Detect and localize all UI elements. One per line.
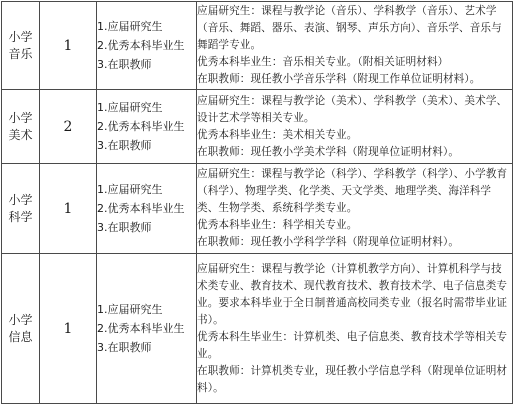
category-cell [97, 2, 197, 90]
category-item: 3.在职教师 [97, 341, 152, 354]
requirement-paragraph: 在职教师：现任教小学音乐学科（附现工作单位证明材料）。 [197, 73, 481, 85]
requirement-paragraph: 应届研究生：课程与教学论（音乐）、学科教学（音乐）、艺术学（音乐、舞蹈、器乐、表演、钢琴、声乐方向）、音乐学、音乐与舞蹈学专业。 [197, 5, 502, 51]
subject-cell [2, 90, 40, 164]
requirement-paragraph: 在职教师：现任教小学美术学科（附现单位证明材料）。 [197, 145, 460, 158]
count-cell: 2 [40, 90, 97, 164]
count-cell: 1 [40, 254, 97, 404]
subject-line: 音乐 [8, 46, 33, 61]
category-item: 1.应届研究生 [97, 303, 163, 316]
requirements-cell [197, 90, 513, 164]
count-cell: 1 [40, 164, 97, 254]
category-item: 2.优秀本科毕业生 [97, 202, 185, 215]
category-item: 2.优秀本科毕业生 [97, 322, 185, 335]
requirement-paragraph: 在职教师：计算机类专业，现任教小学信息学科（附现单位证明材料）。 [197, 364, 508, 394]
count-cell: 1 [40, 2, 97, 90]
table-row [2, 90, 513, 164]
requirement-paragraph: 优秀本科毕业生：美术相关专业。 [197, 128, 358, 141]
subject-line: 信息 [8, 329, 33, 344]
table-body [2, 2, 513, 404]
subject-line: 美术 [8, 127, 33, 142]
category-item: 1.应届研究生 [97, 183, 163, 196]
subject-line: 小学 [8, 192, 33, 207]
subject-line: 小学 [8, 29, 33, 44]
category-cell [97, 254, 197, 404]
category-cell [97, 164, 197, 254]
requirement-paragraph: 应届研究生：课程与教学论（美术）、学科教学（美术）、美术学、设计艺术学等相关专业。 [197, 94, 508, 124]
table-row [2, 164, 513, 254]
subject-line: 科学 [8, 209, 33, 224]
table-row [2, 254, 513, 404]
category-item: 3.在职教师 [97, 58, 152, 71]
category-item: 3.在职教师 [97, 221, 152, 234]
requirement-paragraph: 应届研究生：课程与教学论（计算机教学方向）、计算机科学与技术类专业、教育技术、现代教育技术、教育技术学、电子信息类专业。要求本科毕业于全日制普通高校同类专业（报名时需带毕业证书）。 [197, 262, 508, 326]
requirements-cell [197, 254, 513, 404]
subject-cell [2, 254, 40, 404]
requirements-cell [197, 164, 513, 254]
subject-line: 小学 [8, 312, 33, 327]
requirement-paragraph: 应届研究生：课程与教学论（科学）、学科教学（科学）、小学教育（科学）、物理学类、化学类、天文学类、地理学类、海洋科学类、生物学类、系统科学类专业。 [197, 168, 508, 214]
subject-cell [2, 2, 40, 90]
requirements-cell [197, 2, 513, 90]
table-row [2, 2, 513, 90]
category-cell [97, 90, 197, 164]
requirement-paragraph: 在职教师：现任教小学科学学科（附现单位证明材料）。 [197, 236, 460, 248]
requirement-paragraph: 优秀本科毕业生：音乐相关专业。（附相关证明材料） [197, 56, 449, 68]
category-item: 2.优秀本科毕业生 [97, 39, 185, 52]
category-item: 1.应届研究生 [97, 20, 163, 33]
subject-cell [2, 164, 40, 254]
requirement-paragraph: 优秀本科毕业生：科学相关专业。 [197, 219, 358, 231]
category-item: 3.在职教师 [97, 139, 152, 152]
recruitment-table [1, 1, 513, 404]
requirement-paragraph: 优秀本科生毕业生：计算机类、电子信息类、教育技术学等相关专业。 [197, 330, 508, 360]
category-item: 2.优秀本科毕业生 [97, 120, 185, 133]
category-item: 1.应届研究生 [97, 101, 163, 114]
subject-line: 小学 [8, 110, 33, 125]
